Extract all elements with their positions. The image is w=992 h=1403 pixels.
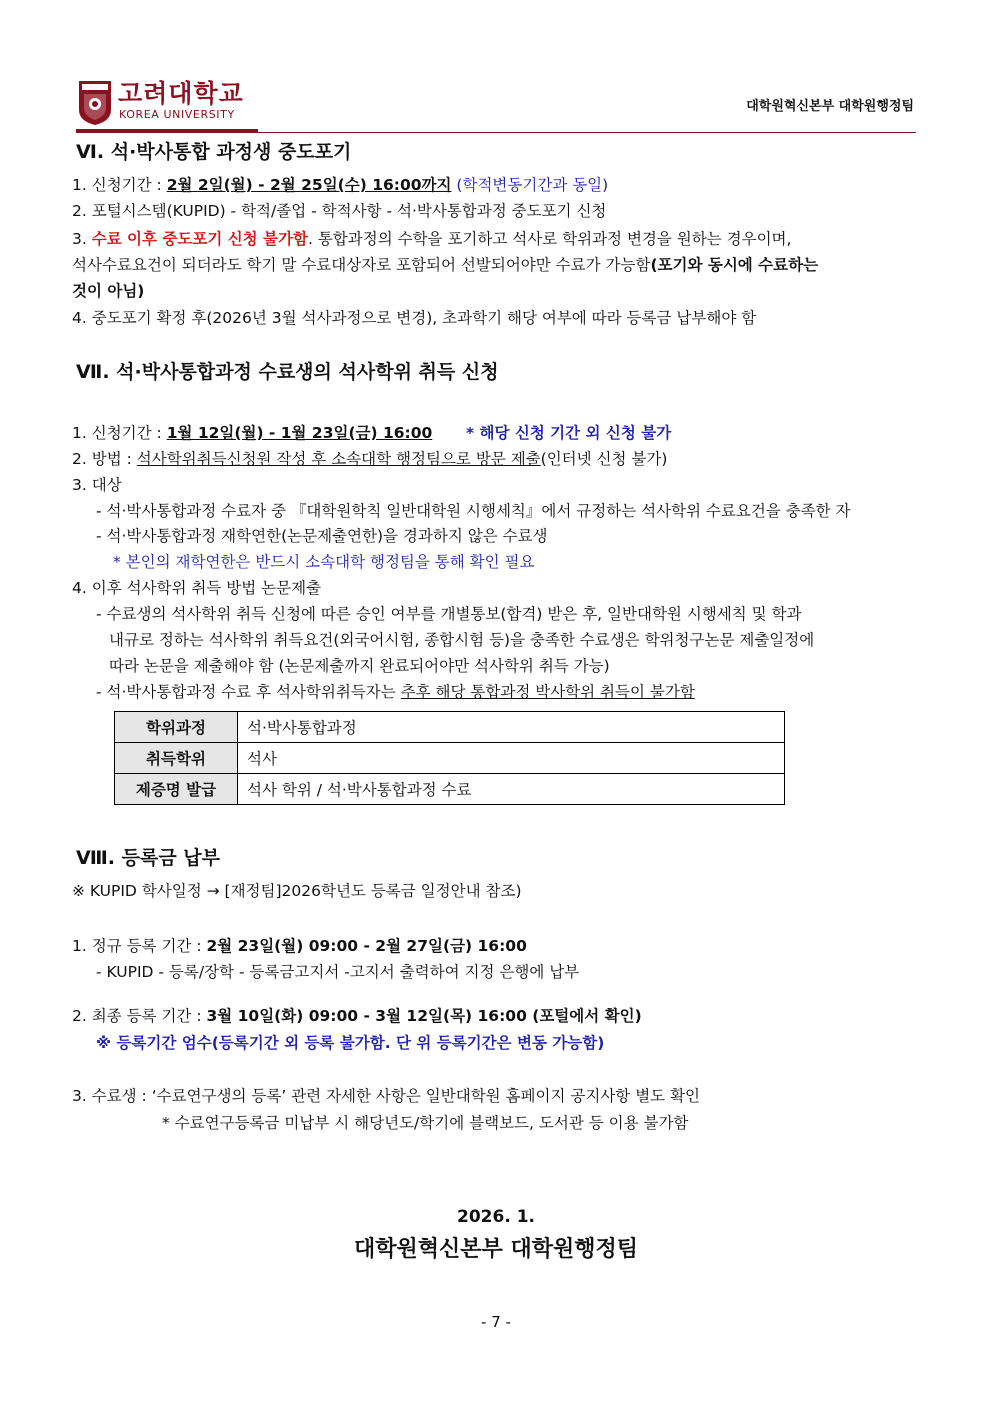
s8-item-2: [72, 1006, 642, 1026]
table-value: 석·박사통합과정: [238, 712, 785, 743]
s6-period-date: 2월 2일(월) - 2월 25일(수) 16:00까지: [166, 176, 452, 194]
logo-wordmark-korean: 고려대학교: [118, 79, 244, 108]
table-key: 학위과정: [115, 712, 238, 743]
s8-item-1: [72, 936, 527, 956]
s7-period-note: * 해당 신청 기간 외 신청 불가: [466, 424, 672, 442]
header-divider: [76, 132, 916, 133]
s6-warning: 수료 이후 중도포기 신청 불가함: [91, 230, 308, 248]
page-number: - 7 -: [481, 1313, 511, 1331]
s6-item-3-text: . 통합과정의 수학을 포기하고 석사로 학위과정 변경을 원하는 경우이며,: [307, 230, 792, 248]
s7-item-1-label: 1. 신청기간 :: [72, 424, 167, 442]
s8-item-1-label: 1. 정규 등록 기간 :: [72, 937, 207, 955]
s7-item-4: 4. 이후 석사학위 취득 방법 논문제출: [72, 579, 322, 597]
s7-item-3: 3. 대상: [72, 476, 122, 494]
s7-item-4a-line1: - 수료생의 석사학위 취득 신청에 따른 승인 여부를 개별통보(합격) 받은 후, 일반대학원 시행세칙 및 학과: [96, 605, 802, 623]
s7-item-4b-underlined: 추후 해당 통합과정 박사학위 취득이 불가함: [400, 683, 695, 701]
header-department: 대학원혁신본부 대학원행정팀: [746, 99, 914, 114]
table-key: 취득학위: [115, 743, 238, 774]
s8-item-1a: - KUPID - 등록/장학 - 등록금고지서 -고지서 출력하여 지정 은행에 납부: [96, 963, 580, 981]
table-key: 제증명 발급: [115, 774, 238, 805]
s6-item-2: 2. 포털시스템(KUPID) - 학적/졸업 - 학적사항 - 석·박사통합과정 중도포기 신청: [72, 202, 607, 220]
s6-item-1: [72, 175, 608, 195]
s8-deadline-warning: ※ 등록기간 엄수(등록기간 외 등록 불가함. 단 위 등록기간은 변동 가능함): [96, 1034, 605, 1052]
university-emblem-logo: [78, 80, 112, 126]
s6-item-3-num: 3.: [72, 230, 92, 248]
s6-item-3-end: 것이 아님): [72, 282, 145, 300]
s6-item-4: 4. 중도포기 확정 후(2026년 3월 석사과정으로 변경), 초과학기 해당 여부에 따라 등록금 납부해야 함: [72, 309, 757, 327]
table-row: [115, 743, 785, 774]
s8-regular-period: 2월 23일(월) 09:00 - 2월 27일(금) 16:00: [206, 937, 527, 955]
s7-item-4a-line3: 따라 논문을 제출해야 함 (논문제출까지 완료되어야만 석사학위 취득 가능): [109, 657, 610, 675]
degree-info-table: [114, 711, 785, 805]
s6-item-3-cont: [72, 255, 818, 275]
s6-item-3-cont-text: 석사수료요건이 되더라도 학기 말 수료대상자로 포함되어 선발되어야만 수료가 가능함: [72, 256, 651, 274]
s6-item-1-label: 1. 신청기간 :: [72, 176, 167, 194]
section-title-withdrawal: Ⅵ. 석·박사통합 과정생 중도포기: [76, 141, 352, 163]
table-value: 석사: [238, 743, 785, 774]
s7-item-3c-note: * 본인의 재학연한은 반드시 소속대학 행정팀을 통해 확인 필요: [113, 553, 535, 571]
s7-item-1: [72, 423, 432, 443]
s7-method: 석사학위취득신청원 작성 후 소속대학 행정팀으로 방문 제출: [136, 450, 541, 468]
logo-wordmark-english: KOREA UNIVERSITY: [119, 108, 235, 121]
section-title-tuition: Ⅷ. 등록금 납부: [76, 847, 220, 869]
s8-reference-note: ※ KUPID 학사일정 → [재정팀]2026학년도 등록금 일정안내 참조): [72, 882, 522, 900]
s8-final-period: 3월 10일(화) 09:00 - 3월 12일(목) 16:00 (포털에서 확인): [206, 1007, 642, 1025]
s7-item-2: [72, 449, 667, 469]
section-title-masters-degree: Ⅶ. 석·박사통합과정 수료생의 석사학위 취득 신청: [76, 361, 499, 383]
s8-item-2-label: 2. 최종 등록 기간 :: [72, 1007, 207, 1025]
s8-item-3: 3. 수료생 : ‘수료연구생의 등록’ 관련 자세한 사항은 일반대학원 홈페이지 공지사항 별도 확인: [72, 1087, 701, 1105]
table-row: [115, 774, 785, 805]
table-row: [115, 712, 785, 743]
s7-method-note: (인터넷 신청 불가): [540, 450, 668, 468]
s7-item-4b-text: - 석·박사통합과정 수료 후 석사학위취득자는: [96, 683, 401, 701]
s7-item-3b: - 석·박사통합과정 재학연한(논문제출연한)을 경과하지 않은 수료생: [96, 527, 548, 545]
s7-item-2-label: 2. 방법 :: [72, 450, 137, 468]
s7-item-3a: - 석·박사통합과정 수료자 중 『대학원학칙 일반대학원 시행세칙』에서 규정하는 석사학위 수료요건을 충족한 자: [96, 502, 851, 520]
footer-department: 대학원혁신본부 대학원행정팀: [354, 1237, 638, 1262]
table-value: 석사 학위 / 석·박사통합과정 수료: [238, 774, 785, 805]
s6-item-3-cont-bold: (포기와 동시에 수료하는: [650, 256, 819, 274]
s7-period-date: 1월 12일(월) - 1월 23일(금) 16:00: [166, 424, 433, 442]
s6-period-note: (학적변동기간과 동일): [451, 176, 609, 194]
s6-item-3: [72, 229, 791, 249]
s7-item-4a-line2: 내규로 정하는 석사학위 취득요건(외국어시험, 종합시험 등)을 충족한 수료생은 학위청구논문 제출일정에: [109, 631, 815, 649]
footer-date: 2026. 1.: [457, 1207, 535, 1227]
s8-item-3a: * 수료연구등록금 미납부 시 해당년도/학기에 블랙보드, 도서관 등 이용 불가함: [162, 1114, 689, 1132]
s7-item-4b: [96, 682, 695, 702]
